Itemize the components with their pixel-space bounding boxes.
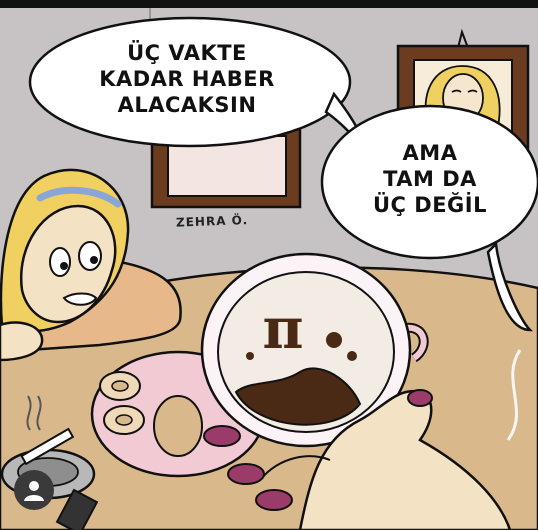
bubble-right-line-3: ÜÇ DEĞİL xyxy=(373,193,487,217)
bubble-left-line-2: KADAR HABER xyxy=(99,67,275,91)
bubble-left-line-1: ÜÇ VAKTE xyxy=(127,41,247,65)
user-icon xyxy=(21,477,47,503)
bubble-right-line-1: AMA xyxy=(402,141,458,165)
nail xyxy=(256,490,292,510)
nail xyxy=(204,426,240,446)
pi-symbol-graphic xyxy=(248,298,318,358)
bubble-right-text xyxy=(345,140,515,218)
woman-eye-left xyxy=(50,248,70,276)
bubble-left-line-3: ALACAKSIN xyxy=(117,93,257,117)
woman-eye-right xyxy=(79,242,101,270)
pi-symbol: π xyxy=(262,298,304,358)
bubble-left-text xyxy=(62,40,312,118)
nail xyxy=(228,464,264,484)
nail xyxy=(408,390,432,406)
top-border xyxy=(0,0,538,8)
bubble-right-line-2: TAM DA xyxy=(383,167,477,191)
saucer-stain xyxy=(154,396,202,456)
artist-signature: ZEHRA Ö. xyxy=(175,213,249,230)
instagram-user-icon[interactable] xyxy=(14,470,54,510)
woman-mouth xyxy=(64,294,96,305)
